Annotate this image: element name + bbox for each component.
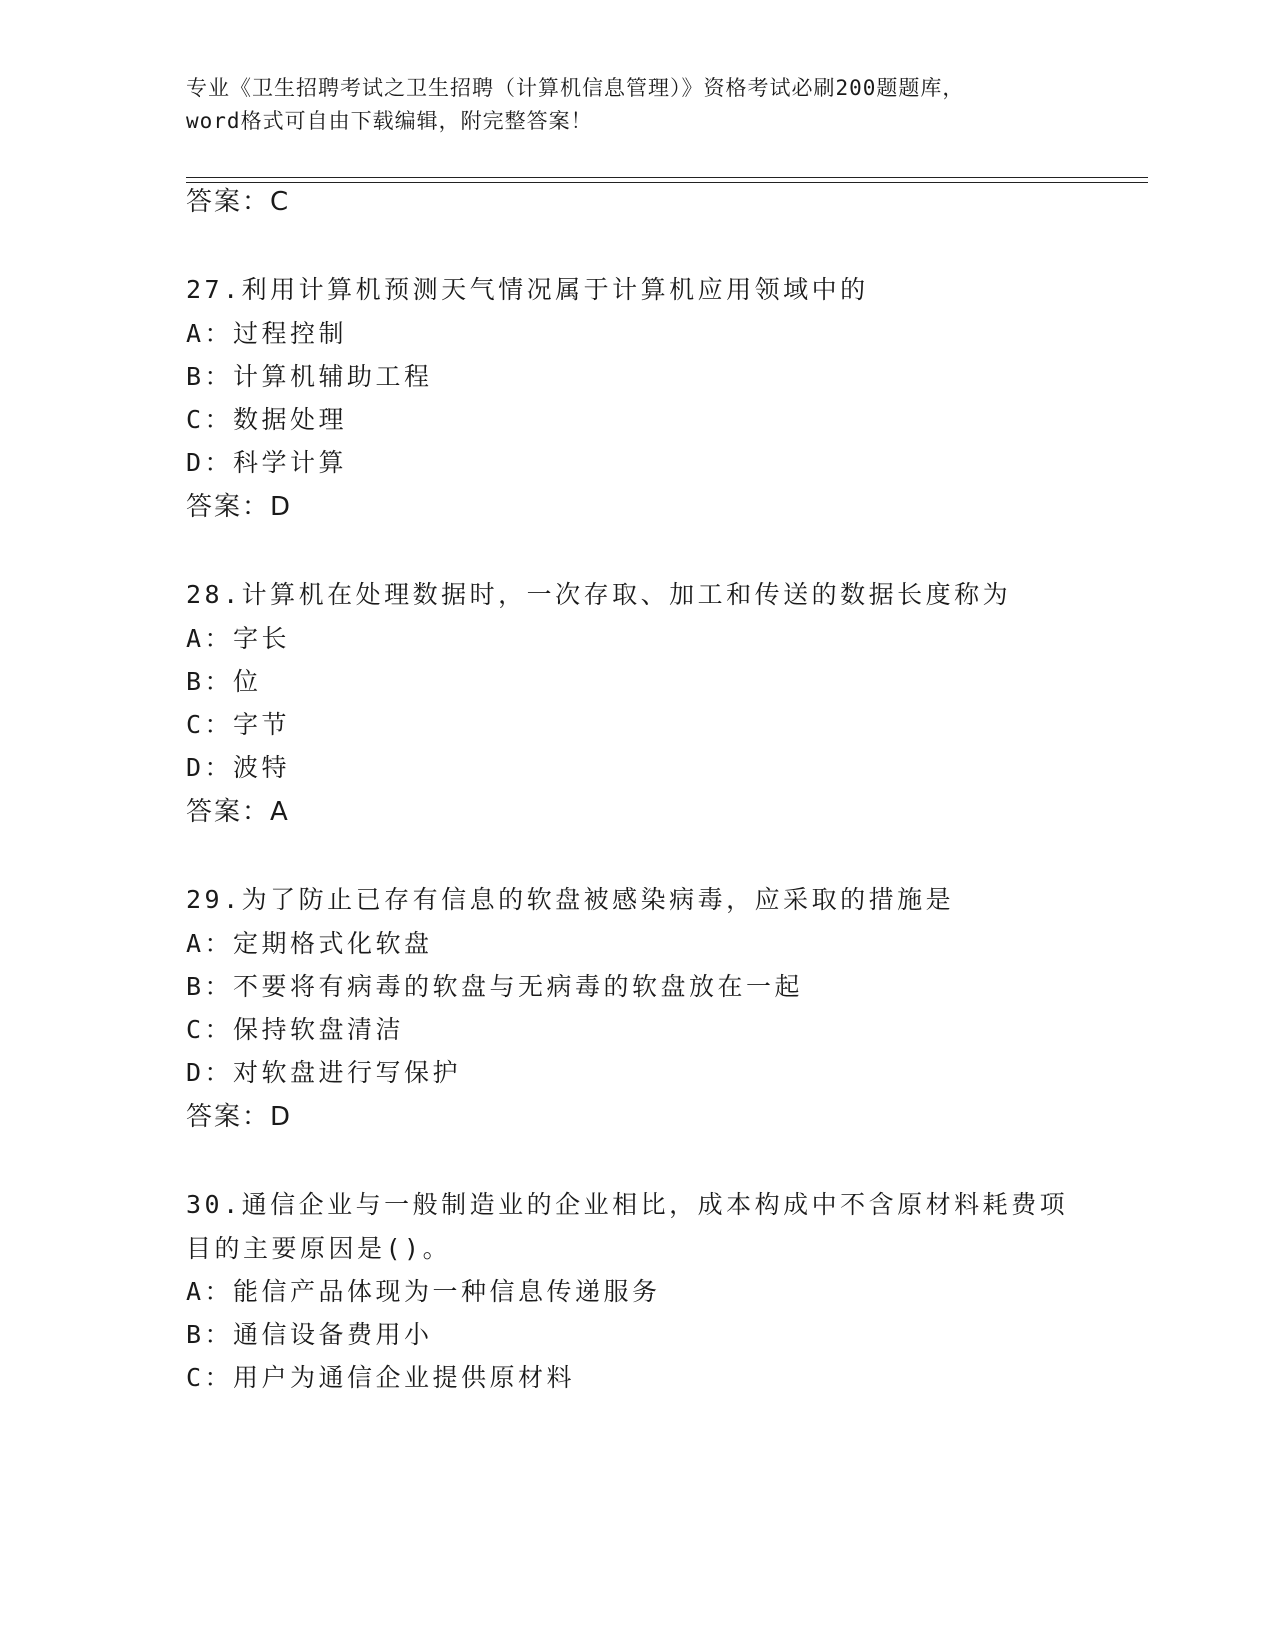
option-b: B：位 [186, 667, 262, 696]
document-header [186, 72, 1086, 138]
option-d: D：科学计算 [186, 448, 348, 477]
option-b: B：不要将有病毒的软盘与无病毒的软盘放在一起 [186, 972, 804, 1001]
question-stem: 28.计算机在处理数据时，一次存取、加工和传送的数据长度称为 [186, 580, 1012, 609]
option-a: A：能信产品体现为一种信息传递服务 [186, 1277, 661, 1306]
option-d: D：对软盘进行写保护 [186, 1058, 462, 1087]
question-stem: 27.利用计算机预测天气情况属于计算机应用领域中的 [186, 275, 869, 304]
option-c: C：字节 [186, 710, 291, 739]
question-stem-continued: 目的主要原因是()。 [186, 1234, 452, 1263]
header-line-1: 专业《卫生招聘考试之卫生招聘（计算机信息管理）》资格考试必刷200题题库， [186, 76, 965, 100]
option-b: B：计算机辅助工程 [186, 362, 433, 391]
answer-label: 答案：D [186, 492, 293, 522]
option-a: A：过程控制 [186, 319, 348, 348]
question-stem: 30.通信企业与一般制造业的企业相比，成本构成中不含原材料耗费项 [186, 1190, 1069, 1219]
answer-label: 答案：C [186, 187, 291, 217]
option-a: A：定期格式化软盘 [186, 929, 433, 958]
option-c: C：保持软盘清洁 [186, 1015, 405, 1044]
option-b: B：通信设备费用小 [186, 1320, 433, 1349]
option-c: C：数据处理 [186, 405, 348, 434]
option-d: D：波特 [186, 753, 291, 782]
header-divider-bottom [186, 182, 1148, 183]
header-line-2: word格式可自由下载编辑，附完整答案！ [186, 109, 593, 133]
option-c: C：用户为通信企业提供原材料 [186, 1363, 576, 1392]
option-a: A：字长 [186, 624, 291, 653]
answer-label: 答案：A [186, 797, 290, 827]
question-stem: 29.为了防止已存有信息的软盘被感染病毒，应采取的措施是 [186, 885, 955, 914]
answer-label: 答案：D [186, 1102, 293, 1132]
header-divider-top [186, 177, 1148, 178]
